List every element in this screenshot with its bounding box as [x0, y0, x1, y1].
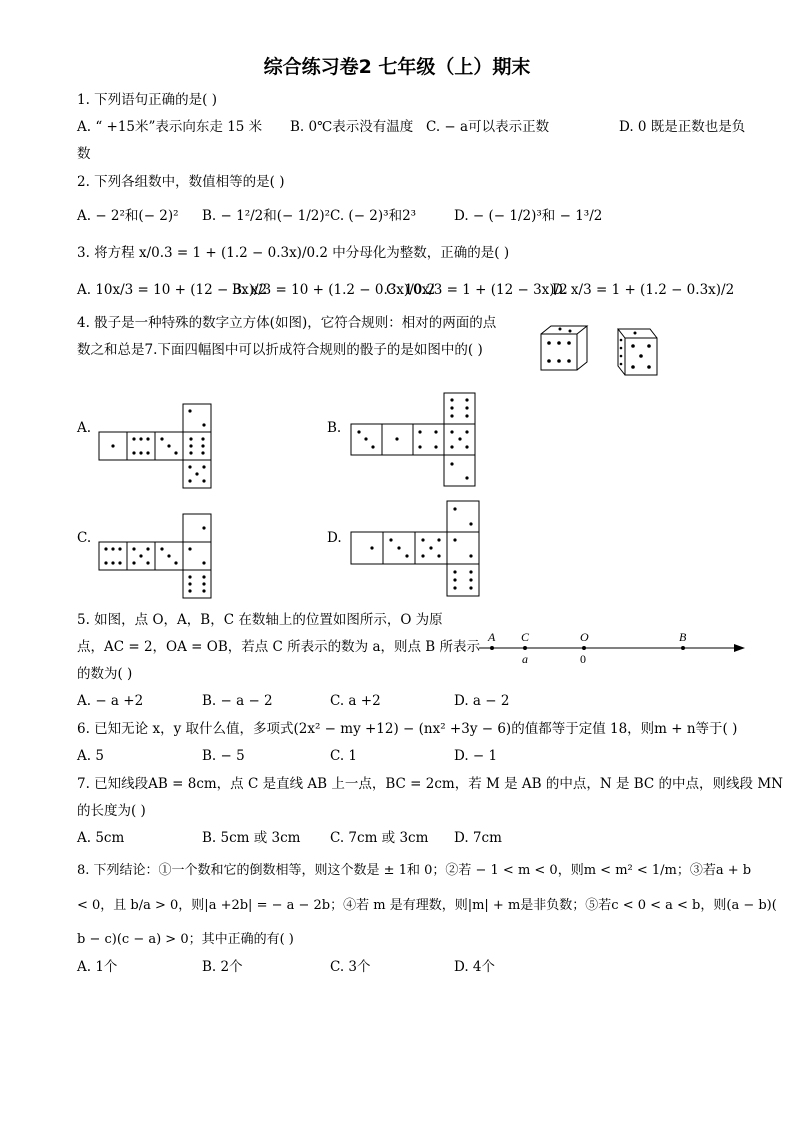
q5-option-c: C. a +2 [330, 693, 381, 709]
q5-option-b: B. − a − 2 [202, 693, 273, 709]
q2-option-b: B. − 1²/2和(− 1/2)² [202, 208, 331, 224]
q8-option-b: B. 2个 [202, 959, 243, 975]
question-4-line1: 4. 骰子是一种特殊的数字立方体(如图)，它符合规则：相对的两面的点 [77, 315, 497, 331]
q8-option-d: D. 4个 [454, 959, 496, 975]
question-8-line2: < 0，且 b/a > 0，则|a +2b| = − a − 2b；④若 m 是有理数，则|m| + m是非负数；⑤若c < 0 < a < b，则(a − b)( [77, 898, 777, 913]
question-6: 6. 已知无论 x，y 取什么值，多项式(2x² − my +12) − (nx² +3y − 6)的值都等于定值 18，则m + n等于( ) [77, 721, 738, 737]
label-B: B [679, 630, 687, 644]
q5-option-d: D. a − 2 [454, 693, 510, 709]
q8-option-c: C. 3个 [330, 959, 371, 975]
dice-illustration [535, 322, 675, 382]
q7-option-b: B. 5cm 或 3cm [202, 830, 301, 846]
page-title: 综合练习卷2 七年级（上）期末 [263, 56, 531, 78]
q4-label-c: C. [77, 530, 92, 546]
question-8-line3: b − c)(c − a) > 0；其中正确的有( ) [77, 932, 294, 947]
question-7-line1: 7. 已知线段AB = 8cm，点 C 是直线 AB 上一点，BC = 2cm，若 M 是 AB 的中点，N 是 BC 的中点，则线段 MN [77, 776, 783, 792]
q6-option-a: A. 5 [77, 748, 104, 764]
question-5-line2: 点，AC = 2，OA = OB，若点 C 所表示的数为 a，则点 B 所表示 [77, 639, 481, 655]
q3-option-c: C. 10x/3 = 1 + (12 − 3x)/2 [386, 282, 568, 298]
q4-label-d: D. [327, 530, 342, 546]
question-3: 3. 将方程 x/0.3 = 1 + (1.2 − 0.3x)/0.2 中分母化为整数，正确的是( ) [77, 245, 510, 261]
q1-continuation: 数 [77, 146, 91, 162]
net-c [98, 513, 216, 599]
question-2: 2. 下列各组数中，数值相等的是( ) [77, 174, 285, 190]
q1-option-b: B. 0℃表示没有温度 [290, 119, 414, 135]
question-1: 1. 下列语句正确的是( ) [77, 92, 217, 108]
q6-option-c: C. 1 [330, 748, 358, 764]
question-7-line2: 的长度为( ) [77, 803, 146, 819]
q1-option-d: D. 0 既是正数也是负 [619, 119, 746, 135]
q7-option-a: A. 5cm [77, 830, 125, 846]
label-a: a [522, 652, 528, 666]
question-8-line1: 8. 下列结论：①一个数和它的倒数相等，则这个数是 ± 1和 0；②若 − 1 < m < 0，则m < m² < 1/m；③若a + b [77, 863, 752, 878]
q6-option-d: D. − 1 [454, 748, 498, 764]
q8-option-a: A. 1个 [77, 959, 118, 975]
label-C: C [521, 630, 530, 644]
net-d [350, 500, 482, 598]
q7-option-c: C. 7cm 或 3cm [330, 830, 429, 846]
q1-option-c: C. − a可以表示正数 [426, 119, 550, 135]
q4-label-b: B. [327, 420, 342, 436]
label-O: O [580, 630, 589, 644]
net-a [98, 402, 216, 490]
label-A: A [488, 630, 496, 644]
q7-option-d: D. 7cm [454, 830, 502, 846]
number-line [475, 626, 750, 670]
q2-option-c: C. (− 2)³和2³ [330, 208, 417, 224]
question-4-line2: 数之和总是7.下面四幅图中可以折成符合规则的骰子的是如图中的( ) [77, 342, 483, 358]
q2-option-d: D. − (− 1/2)³和 − 1³/2 [454, 208, 603, 224]
question-5-line1: 5. 如图，点 O，A，B，C 在数轴上的位置如图所示，O 为原 [77, 612, 443, 628]
label-zero: 0 [580, 652, 586, 666]
q3-option-a: A. 10x/3 = 10 + (12 − 3x)/2 [77, 282, 268, 298]
q4-label-a: A. [77, 420, 92, 436]
q2-option-a: A. − 2²和(− 2)² [77, 208, 179, 224]
net-b [350, 392, 478, 488]
q3-option-d: D. x/3 = 1 + (1.2 − 0.3x)/2 [552, 282, 735, 298]
question-5-line3: 的数为( ) [77, 666, 133, 682]
q1-option-a: A. “ +15米”表示向东走 15 米 [77, 119, 263, 135]
q6-option-b: B. − 5 [202, 748, 245, 764]
q5-option-a: A. − a +2 [77, 693, 144, 709]
q3-option-b: B. x/3 = 10 + (1.2 − 0.3x)/0.2 [232, 282, 436, 298]
